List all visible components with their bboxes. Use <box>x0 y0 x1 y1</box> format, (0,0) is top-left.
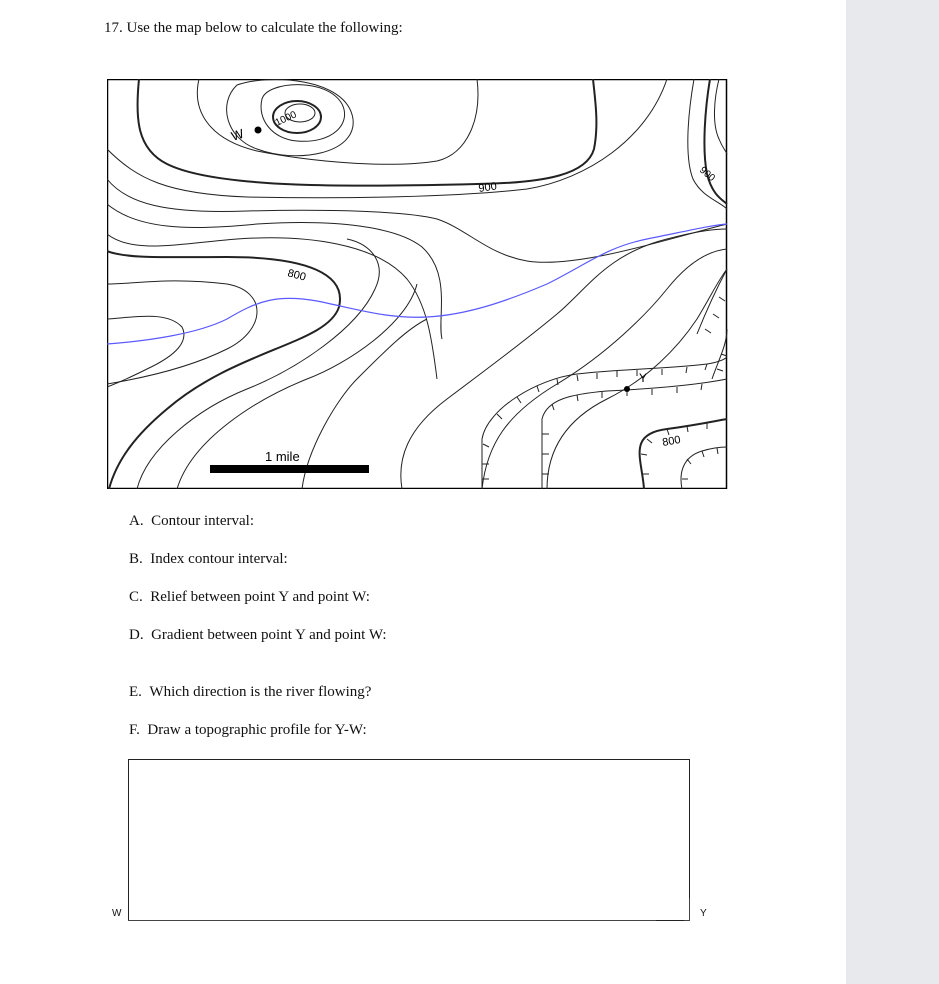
scale-label: 1 mile <box>265 449 300 464</box>
question-e-text: Which direction is the river flowing? <box>149 684 372 700</box>
profile-right-tick <box>689 898 690 921</box>
contour-band-9 <box>401 229 727 489</box>
question-a-text: Contour interval: <box>151 513 254 529</box>
question-d-letter: D. <box>129 627 144 643</box>
contour-label-800-left: 800 <box>286 267 308 284</box>
question-b-text: Index contour interval: <box>150 551 288 567</box>
question-d <box>129 627 387 644</box>
contour-upper-1 <box>197 79 478 164</box>
contour-band-3 <box>107 234 437 379</box>
question-c-letter: C. <box>129 589 143 605</box>
question-b <box>129 551 288 568</box>
contour-depression-edge <box>697 269 727 334</box>
contour-label-900-center: 900 <box>477 180 498 195</box>
question-a <box>129 513 254 530</box>
contour-900-index <box>137 79 596 186</box>
profile-right-label: Y <box>700 908 707 919</box>
question-b-letter: B. <box>129 551 143 567</box>
contour-band-6 <box>137 239 379 489</box>
contour-band-10 <box>482 249 727 489</box>
point-w-marker <box>255 127 262 134</box>
question-e-letter: E. <box>129 684 142 700</box>
profile-baseline <box>128 920 656 921</box>
contour-band-1 <box>107 179 727 262</box>
point-w-label: W <box>229 125 246 144</box>
contour-band-8 <box>302 319 427 489</box>
contour-depression-outer <box>482 357 727 489</box>
question-e <box>129 684 371 701</box>
hachure-ticks <box>482 297 727 479</box>
contour-label-800-right: 800 <box>661 433 682 449</box>
question-c-text: Relief between point Y and point W: <box>150 589 370 605</box>
question-d-text: Gradient between point Y and point W: <box>151 627 387 643</box>
contour-band-4 <box>107 281 257 384</box>
contour-band-2 <box>107 204 442 339</box>
scale-bar <box>210 465 369 473</box>
question-f <box>129 722 367 739</box>
question-f-text: Draw a topographic profile for Y-W: <box>147 722 367 738</box>
question-c <box>129 589 370 606</box>
contour-label-1000: 1000 <box>273 109 299 129</box>
contour-800-index <box>107 251 340 489</box>
question-a-letter: A. <box>129 513 144 529</box>
profile-drawing-area[interactable] <box>128 759 690 921</box>
contour-depression-right <box>712 329 727 379</box>
profile-right-foot <box>684 920 690 921</box>
question-f-letter: F. <box>129 722 140 738</box>
profile-left-label: W <box>112 908 122 919</box>
contour-depression-mid <box>542 379 727 489</box>
contour-depression-inner <box>681 447 727 489</box>
contour-label-900-right: 900 <box>697 164 717 185</box>
point-y-label: Y <box>639 371 648 385</box>
contour-upper-2 <box>107 79 667 198</box>
point-y-marker <box>624 386 630 392</box>
topographic-map <box>107 79 728 489</box>
viewer-side-gutter <box>846 0 939 984</box>
question-title: 17. Use the map below to calculate the following: <box>104 20 403 36</box>
contour-band-11 <box>547 269 727 489</box>
contour-right-3 <box>714 79 727 154</box>
